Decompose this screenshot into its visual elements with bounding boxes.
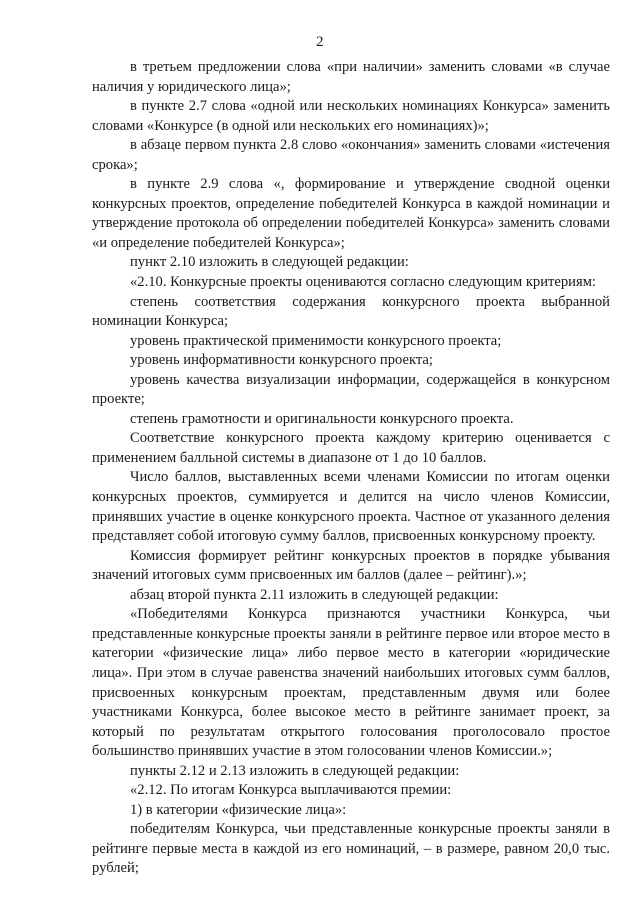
paragraph: в абзаце первом пункта 2.8 слово «окончания» заменить словами «истечения срока»; <box>92 137 610 173</box>
paragraph: Соответствие конкурсного проекта каждому критерию оценивается с применением балльной системы в диапазоне от 1 до 10 баллов. <box>92 430 610 466</box>
paragraph: пункты 2.12 и 2.13 изложить в следующей редакции: <box>130 762 460 779</box>
document-body <box>92 58 610 879</box>
paragraph: «2.12. По итогам Конкурса выплачиваются премии: <box>130 782 452 799</box>
paragraph: «Победителями Конкурса признаются участники Конкурса, чьи представленные конкурсные проекты заняли в рейтинге первое или второе место в категории «физические лица» либо первое место в категории «юридические лица». При этом в случае равенства значений наибольших итоговых сумм баллов, присвоенных конкурсным проектам, представленным двумя или более участниками Конкурса, более высокое место в рейтинге занимает проект, за который по результатам открытого голосования проголосовало простое большинство принявших участие в этом голосовании членов Комиссии.»; <box>92 606 610 760</box>
paragraph: уровень качества визуализации информации, содержащейся в конкурсном проекте; <box>92 371 610 408</box>
paragraph: степень грамотности и оригинальности конкурсного проекта. <box>130 410 514 427</box>
paragraph: «2.10. Конкурсные проекты оцениваются согласно следующим критериям: <box>130 274 596 291</box>
paragraph: уровень практической применимости конкурсного проекта; <box>130 332 502 349</box>
paragraph: степень соответствия содержания конкурсного проекта выбранной номинации Конкурса; <box>92 293 610 330</box>
paragraph: Число баллов, выставленных всеми членами Комиссии по итогам оценки конкурсных проектов, суммируется и делится на число членов Комиссии, принявших участие в оценке конкурсного проекта. Частное от указанного деления представляет собой итоговую сумму баллов, присвоенных конкурсному проекту. <box>92 469 610 545</box>
page-number: 2 <box>316 34 324 50</box>
paragraph: в пункте 2.7 слова «одной или нескольких номинациях Конкурса» заменить словами «Конкурсе (в одной или нескольких его номинациях)»; <box>92 98 610 134</box>
paragraph: пункт 2.10 изложить в следующей редакции: <box>130 254 409 271</box>
paragraph: Комиссия формирует рейтинг конкурсных проектов в порядке убывания значений итоговых сумм присвоенных им баллов (далее – рейтинг).»; <box>92 547 610 584</box>
paragraph: уровень информативности конкурсного проекта; <box>130 352 433 369</box>
paragraph: победителям Конкурса, чьи представленные конкурсные проекты заняли в рейтинге первые места в каждой из его номинаций, – в размере, равном 20,0 тыс. рублей; <box>92 821 610 877</box>
paragraph: в третьем предложении слова «при наличии» заменить словами «в случае наличия у юридического лица»; <box>92 59 610 95</box>
paragraph: 1) в категории «физические лица»: <box>130 801 347 818</box>
paragraph: абзац второй пункта 2.11 изложить в следующей редакции: <box>130 586 499 603</box>
paragraph: в пункте 2.9 слова «, формирование и утверждение сводной оценки конкурсных проектов, определение победителей Конкурса в каждой номинации и утверждение протокола об определении победителей Конкурса» заменить словами «и определение победителей Конкурса»; <box>92 176 610 251</box>
